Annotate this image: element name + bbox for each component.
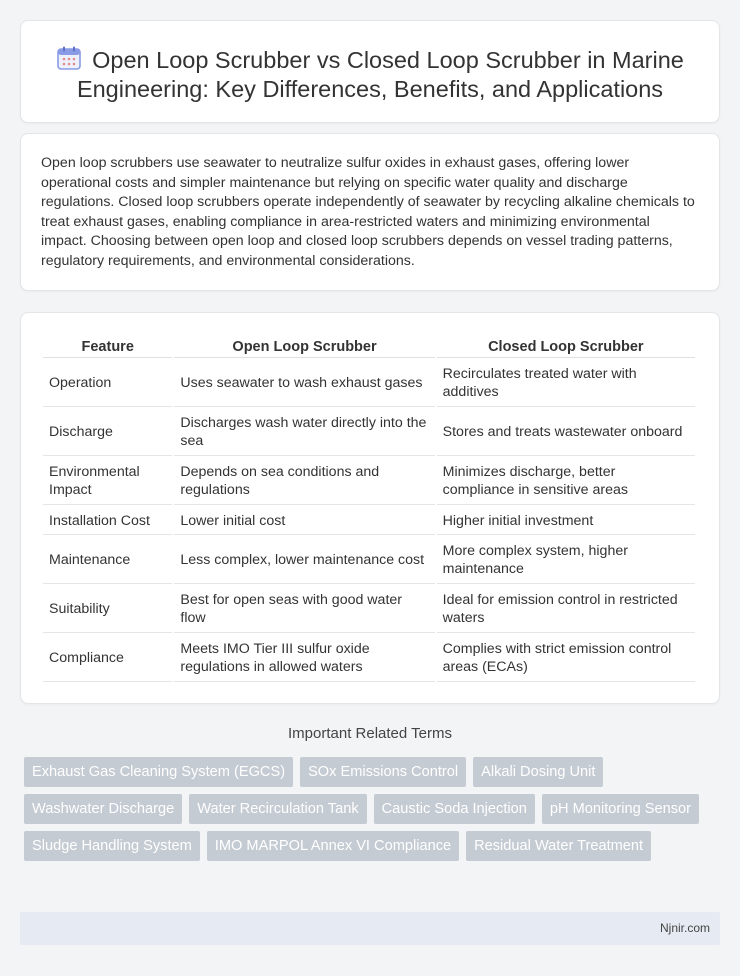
open-loop-cell: Best for open seas with good water flow [174, 586, 434, 633]
closed-loop-cell: Complies with strict emission control areas (ECAs) [437, 635, 695, 682]
page-title [45, 45, 695, 104]
calendar-icon [56, 45, 82, 71]
table-row [43, 537, 695, 584]
related-terms-section [20, 725, 720, 868]
feature-cell: Installation Cost [43, 507, 172, 535]
related-term-tag[interactable]: SOx Emissions Control [300, 757, 466, 787]
table-row [43, 586, 695, 633]
page-title-text: Open Loop Scrubber vs Closed Loop Scrubber in Marine Engineering: Key Differences, Benefits, and Applications [76, 47, 684, 102]
feature-cell: Maintenance [43, 537, 172, 584]
open-loop-cell: Discharges wash water directly into the sea [174, 409, 434, 456]
footer-site-link[interactable]: Njnir.com [659, 921, 710, 935]
header-open-loop: Open Loop Scrubber [174, 335, 434, 358]
related-term-tag[interactable]: pH Monitoring Sensor [542, 794, 699, 824]
closed-loop-cell: Stores and treats wastewater onboard [437, 409, 695, 456]
table-row [43, 360, 695, 407]
header-closed-loop: Closed Loop Scrubber [437, 335, 695, 358]
feature-cell: Discharge [43, 409, 172, 456]
table-header-row [43, 335, 695, 358]
closed-loop-cell: Recirculates treated water with additives [437, 360, 695, 407]
footer [20, 912, 720, 945]
related-term-tag[interactable]: Sludge Handling System [24, 831, 200, 861]
related-term-tag[interactable]: Caustic Soda Injection [374, 794, 535, 824]
feature-cell: Operation [43, 360, 172, 407]
closed-loop-cell: Higher initial investment [437, 507, 695, 535]
related-term-tag[interactable]: Exhaust Gas Cleaning System (EGCS) [24, 757, 293, 787]
related-term-tag[interactable]: Water Recirculation Tank [189, 794, 366, 824]
comparison-card [20, 312, 720, 704]
related-term-tag[interactable]: Washwater Discharge [24, 794, 182, 824]
open-loop-cell: Lower initial cost [174, 507, 434, 535]
title-card [20, 20, 720, 123]
table-row [43, 507, 695, 535]
related-term-tag[interactable]: IMO MARPOL Annex VI Compliance [207, 831, 459, 861]
related-terms-tags [20, 757, 720, 868]
closed-loop-cell: Ideal for emission control in restricted waters [437, 586, 695, 633]
feature-cell: Suitability [43, 586, 172, 633]
table-row [43, 458, 695, 505]
table-row [43, 409, 695, 456]
open-loop-cell: Less complex, lower maintenance cost [174, 537, 434, 584]
open-loop-cell: Meets IMO Tier III sulfur oxide regulations in allowed waters [174, 635, 434, 682]
table-row [43, 635, 695, 682]
related-term-tag[interactable]: Residual Water Treatment [466, 831, 651, 861]
related-terms-title: Important Related Terms [288, 725, 452, 742]
closed-loop-cell: More complex system, higher maintenance [437, 537, 695, 584]
open-loop-cell: Depends on sea conditions and regulations [174, 458, 434, 505]
closed-loop-cell: Minimizes discharge, better compliance in sensitive areas [437, 458, 695, 505]
feature-cell: Compliance [43, 635, 172, 682]
header-feature: Feature [43, 335, 172, 358]
open-loop-cell: Uses seawater to wash exhaust gases [174, 360, 434, 407]
feature-cell: Environmental Impact [43, 458, 172, 505]
related-term-tag[interactable]: Alkali Dosing Unit [473, 757, 603, 787]
comparison-table [41, 333, 697, 684]
intro-paragraph: Open loop scrubbers use seawater to neutralize sulfur oxides in exhaust gases, offering lower operational costs and simpler maintenance but relying on specific water quality and discharge regulations. Closed loop scrubbers operate independently of seawater by recycling alkaline chemicals to treat exhaust gases, enabling compliance in area-restricted waters and minimizing environmental impact. Choosing between open loop and closed loop scrubbers depends on vessel trading patterns, regulatory requirements, and environmental considerations. [41, 155, 695, 269]
intro-card [20, 133, 720, 291]
